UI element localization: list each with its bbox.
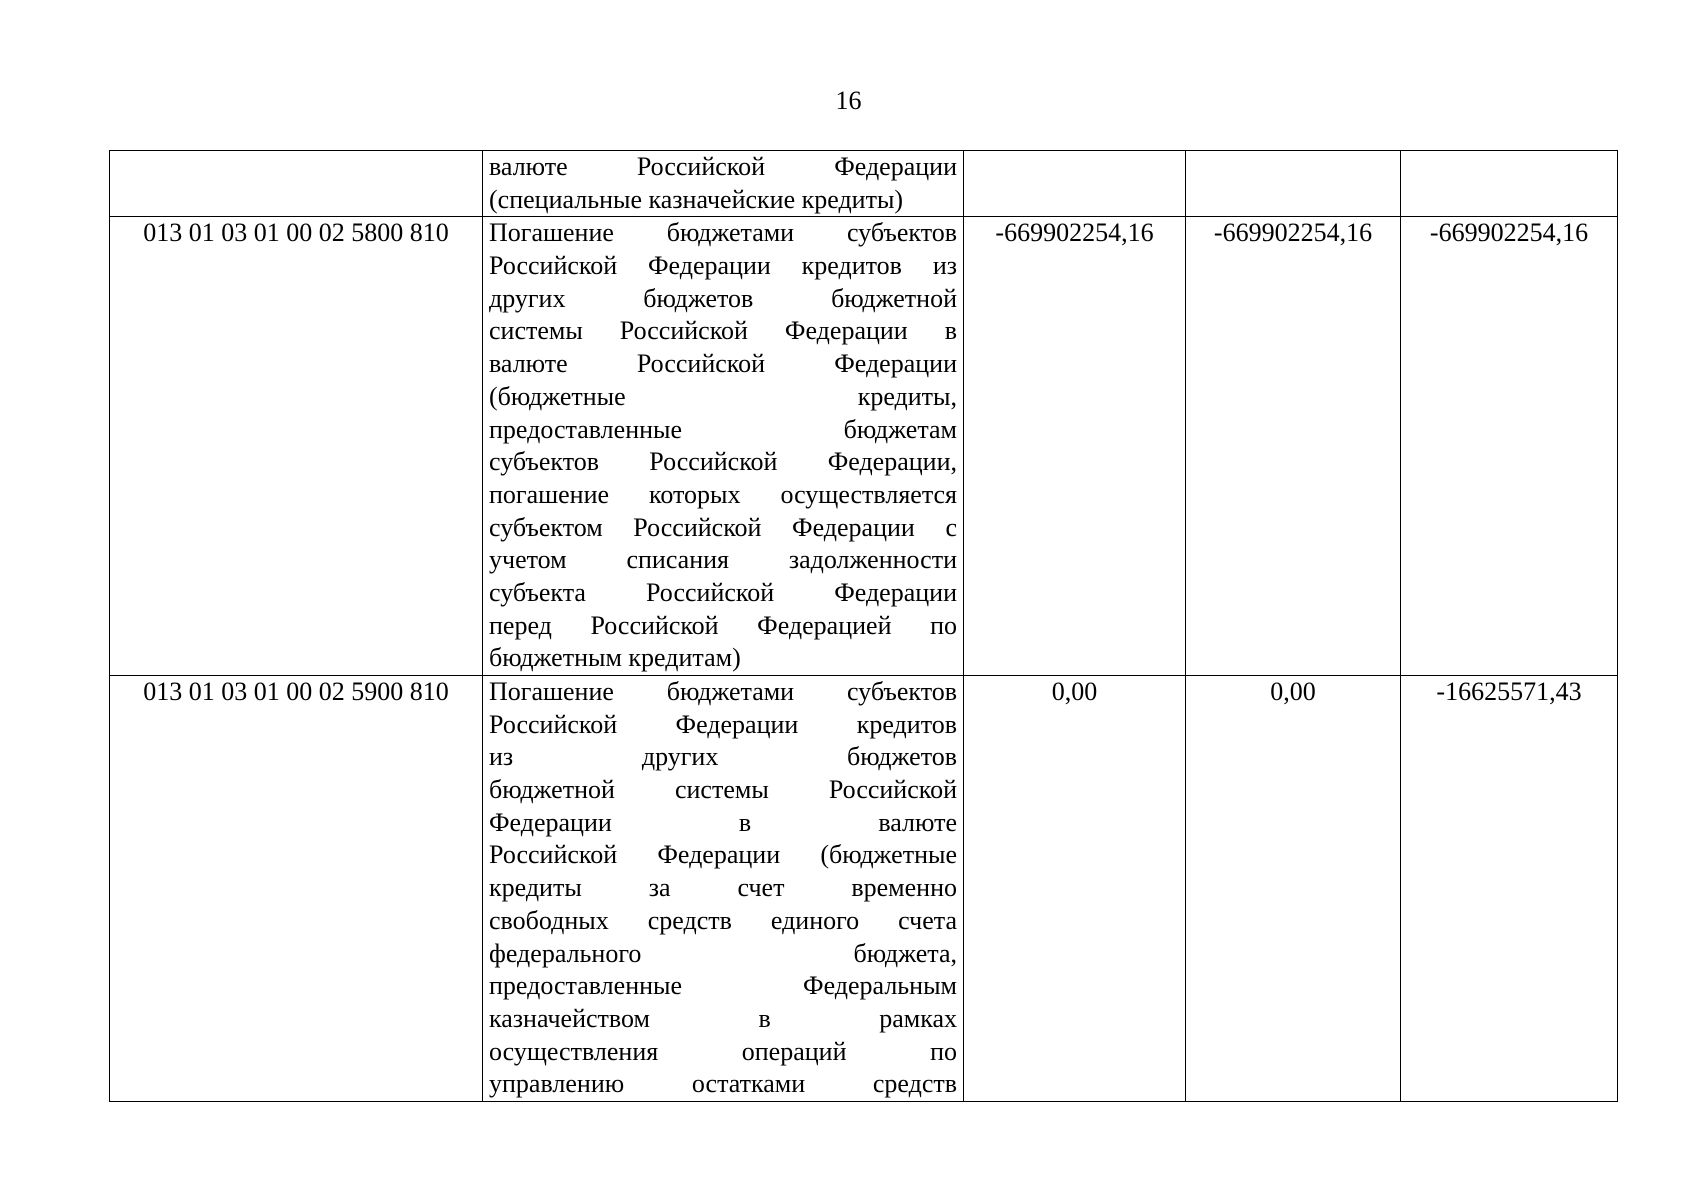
description-line: валюте Российской Федерации (489, 152, 957, 181)
description-line: учетом списания задолженности (489, 545, 957, 575)
description-line: других бюджетов бюджетной (489, 283, 957, 313)
description-line: предоставленные Федеральным (489, 971, 957, 1001)
amount-cell (1186, 151, 1401, 217)
description-line: Российской Федерации кредитов из (489, 251, 957, 281)
description-line: осуществления операций по (489, 1036, 957, 1066)
description-line: системы Российской Федерации в (489, 316, 957, 346)
amount-cell: 0,00 (964, 676, 1186, 1102)
description-line: свободных средств единого счета (489, 905, 957, 935)
description-line: Погашение бюджетами субъектов (489, 677, 957, 706)
description-line: предоставленные бюджетам (489, 414, 957, 444)
description-line: федерального бюджета, (489, 938, 957, 968)
amount-cell: -669902254,16 (1401, 217, 1618, 676)
description-cell (483, 151, 964, 217)
description-line: валюте Российской Федерации (489, 349, 957, 379)
description-line: (бюджетные кредиты, (489, 381, 957, 411)
budget-code-cell: 013 01 03 01 00 02 5900 810 (110, 676, 483, 1102)
description-line: из других бюджетов (489, 742, 957, 772)
description-line: бюджетным кредитам) (489, 643, 741, 673)
description-line: субъекта Российской Федерации (489, 577, 957, 607)
amount-cell (1401, 151, 1618, 217)
table-row (110, 217, 1618, 676)
budget-code-cell (110, 151, 483, 217)
page-number: 16 (835, 86, 862, 115)
description-line: субъектов Российской Федерации, (489, 447, 957, 477)
amount-cell: 0,00 (1186, 676, 1401, 1102)
description-line: (специальные казначейские кредиты) (489, 184, 904, 214)
table-row (110, 676, 1618, 1102)
amount-cell: -669902254,16 (1186, 217, 1401, 676)
description-cell (483, 217, 964, 676)
amount-cell: -669902254,16 (964, 217, 1186, 676)
description-line: Федерации в валюте (489, 807, 957, 837)
description-cell (483, 676, 964, 1102)
description-line: Российской Федерации (бюджетные (489, 840, 957, 870)
amount-cell: -16625571,43 (1401, 676, 1618, 1102)
description-line: бюджетной системы Российской (489, 775, 957, 805)
budget-code-cell: 013 01 03 01 00 02 5800 810 (110, 217, 483, 676)
description-line: Погашение бюджетами субъектов (489, 218, 957, 248)
amount-cell (964, 151, 1186, 217)
description-line: Российской Федерации кредитов (489, 709, 957, 739)
description-line: казначейством в рамках (489, 1003, 957, 1033)
description-line: субъектом Российской Федерации с (489, 512, 957, 542)
description-line: погашение которых осуществляется (489, 479, 957, 509)
description-line: управлению остатками средств (489, 1069, 957, 1099)
table-row (110, 151, 1618, 217)
description-line: перед Российской Федерацией по (489, 610, 957, 640)
description-line: кредиты за счет временно (489, 873, 957, 903)
budget-table (109, 150, 1618, 1102)
